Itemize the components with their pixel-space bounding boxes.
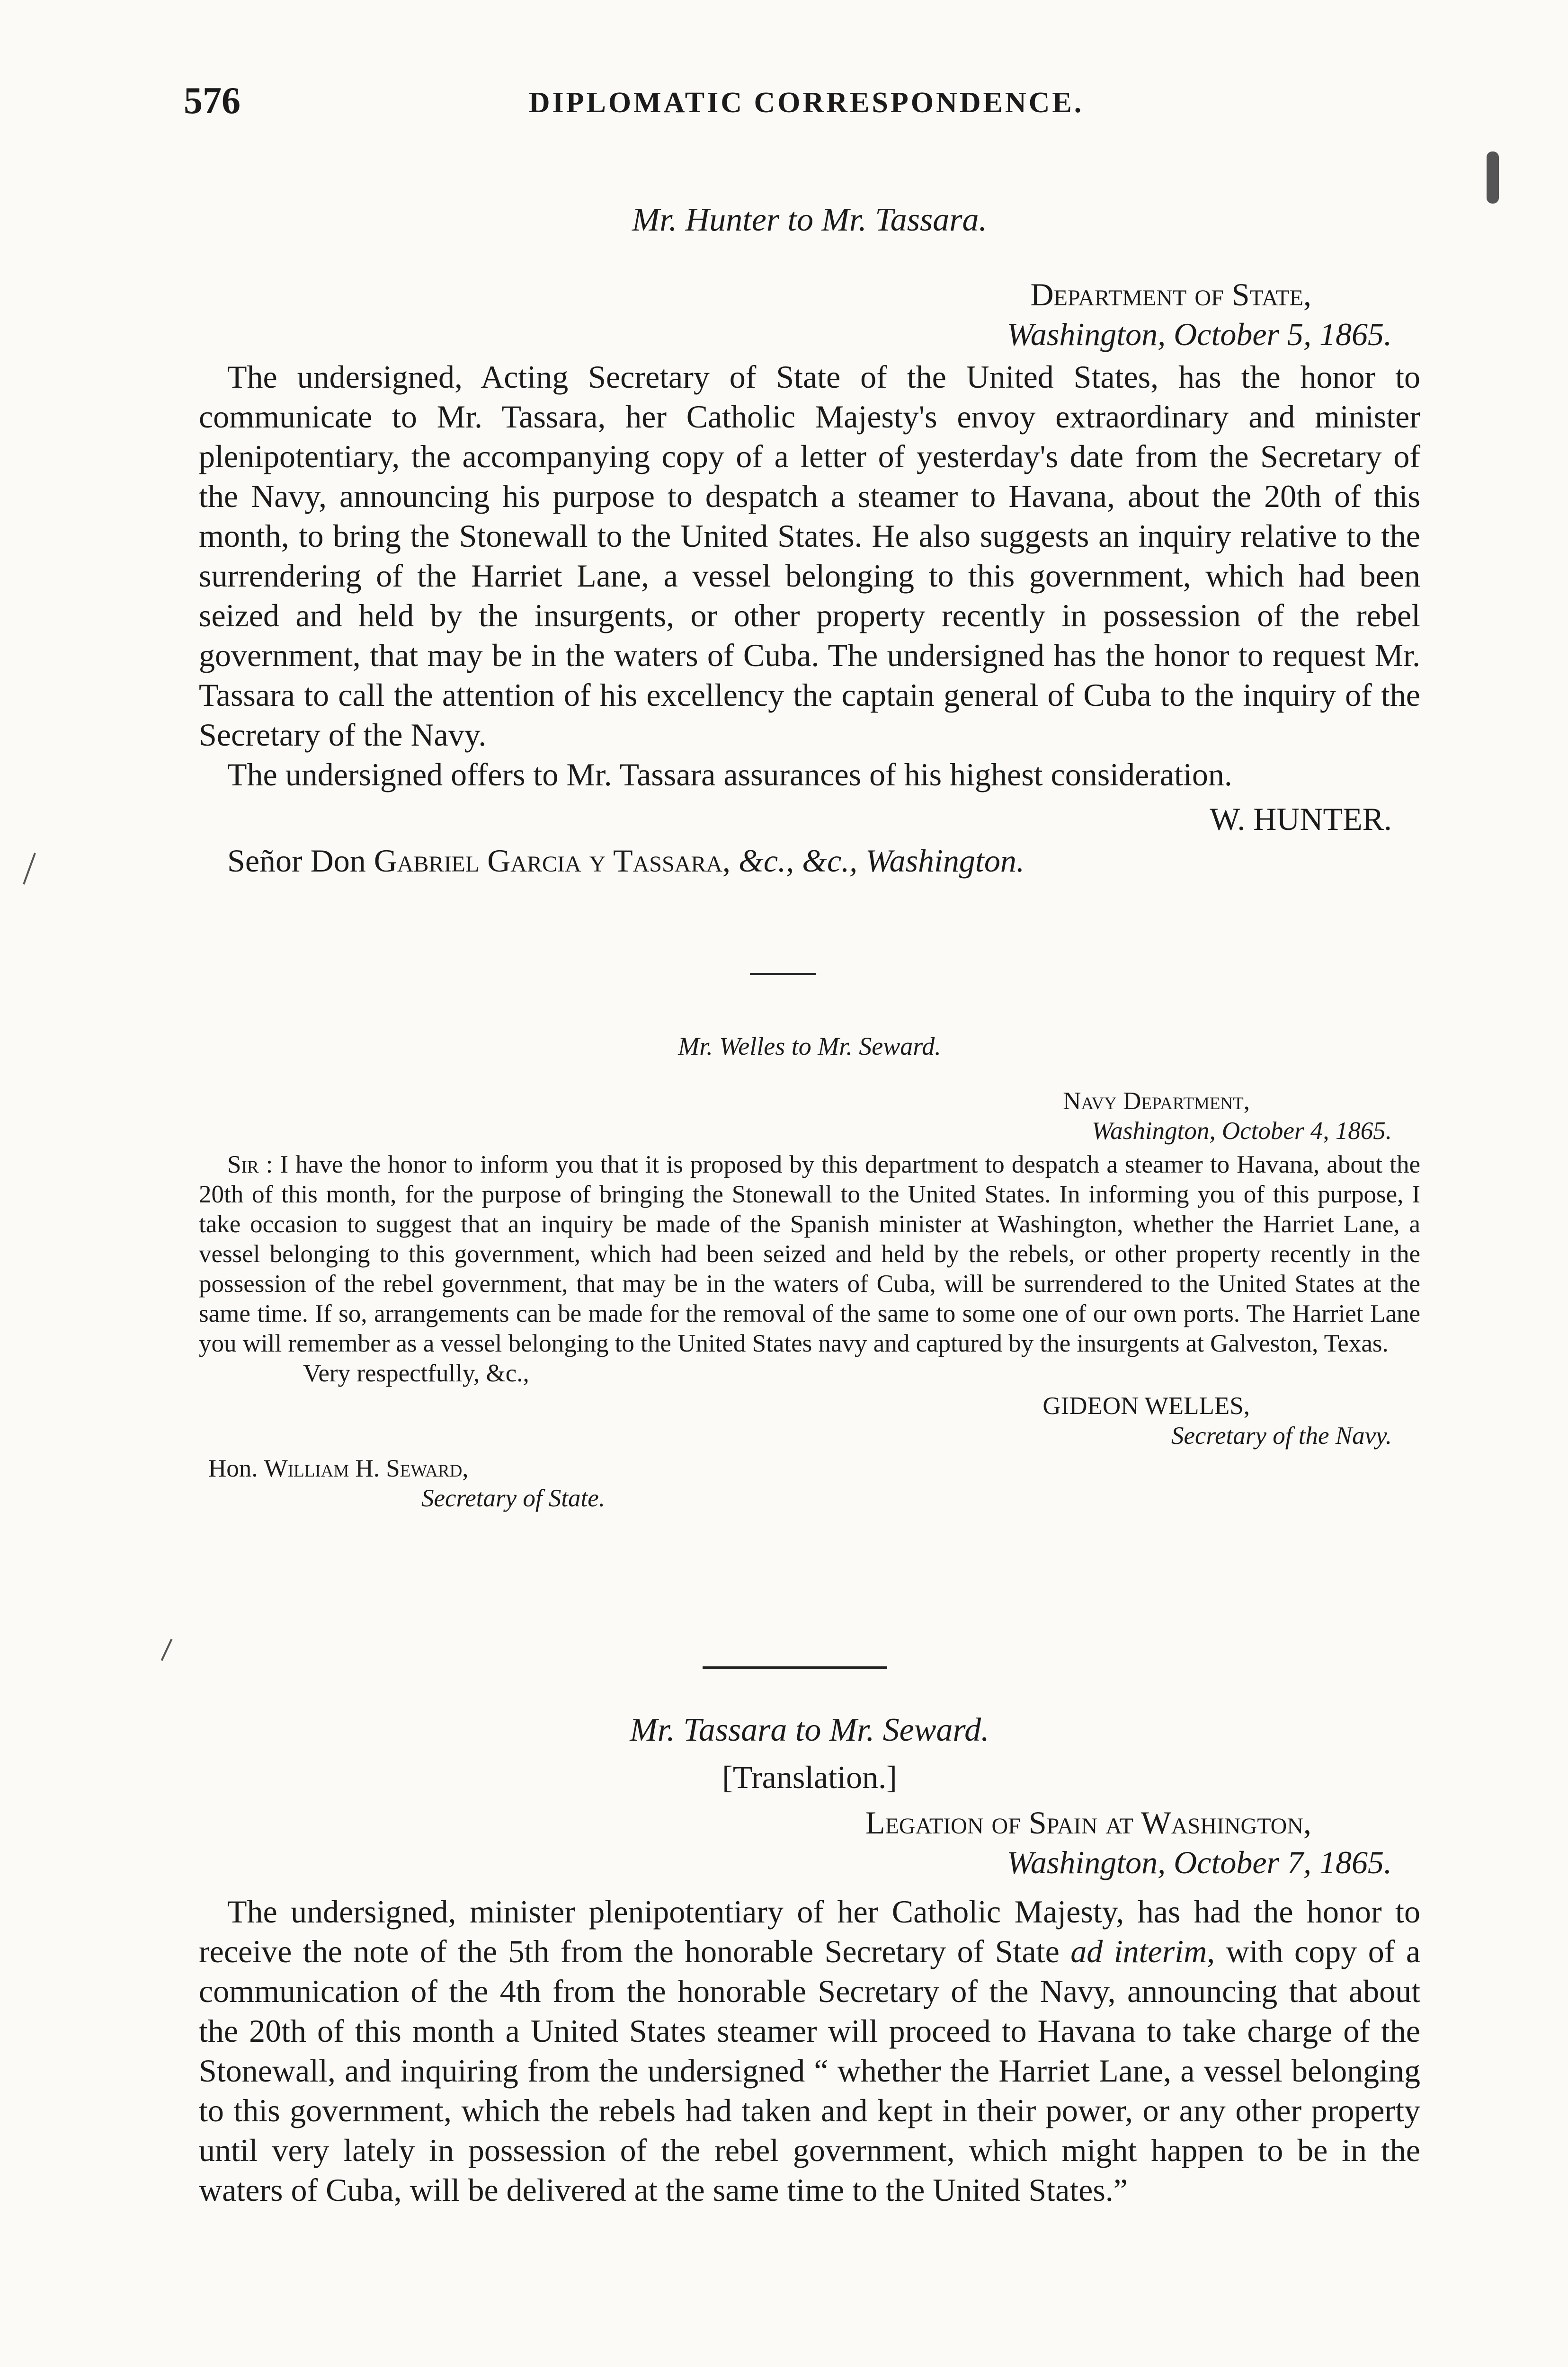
dateline-office: Legation of Spain at Washington, — [865, 1805, 1311, 1841]
letter-tassara-to-seward — [199, 1709, 1420, 2210]
ink-blot-mark — [1487, 151, 1499, 204]
section-divider — [703, 1666, 887, 1669]
dateline-place-date: Washington, October 5, 1865. — [1007, 316, 1392, 352]
margin-pencil-mark — [23, 853, 36, 884]
dateline-office: Navy Department, — [1063, 1087, 1250, 1115]
letter-heading: Mr. Welles to Mr. Seward. — [678, 1032, 941, 1060]
signature-title: Secretary of the Navy. — [1171, 1422, 1392, 1450]
dateline-place-date: Washington, October 7, 1865. — [1007, 1844, 1392, 1880]
closing: Very respectfully, &c., — [303, 1360, 529, 1387]
letter-heading: Mr. Tassara to Mr. Seward. — [630, 1712, 989, 1748]
letter-paragraph: The undersigned, minister plenipotentiary of her Catholic Majesty, has had the honor to receive the note of the 5th from the honorable Secretary of State ad interim, with copy of a communication of the 4th from the honorable Secretary of the Navy, announcing that about the 20th of this month a United States steamer will proceed to Havana to take charge of the Stonewall, and inquiring from the undersigned “ whether the Harriet Lane, a vessel belonging to this government, which the rebels had taken and kept in their power, or any other property until very lately in possession of the rebel government, which might happen to be in the waters of Cuba, will be delivered at the same time to the United States.” — [199, 1894, 1421, 2208]
letter-paragraph: The undersigned offers to Mr. Tassara assurances of his highest consideration. — [227, 756, 1232, 792]
section-divider — [750, 973, 816, 975]
salutation: Sir : — [227, 1151, 273, 1178]
addressee: Señor Don Gabriel Garcia y Tassara, &c., &c., Washington. — [227, 843, 1025, 879]
margin-pencil-mark — [161, 1638, 173, 1661]
letter-heading: Mr. Hunter to Mr. Tassara. — [632, 202, 988, 238]
addressee-title: Secretary of State. — [421, 1485, 606, 1512]
running-head: DIPLOMATIC CORRESPONDENCE. — [528, 87, 1084, 119]
letter-paragraph: The undersigned, Acting Secretary of State of the United States, has the honor to communicate to Mr. Tassara, her Catholic Majesty's envoy extraordinary and minister plenipotentiary, the accompanying copy of a letter of yesterday's date from the Secretary of the Navy, announcing his purpose to despatch a steamer to Havana, about the 20th of this month, to bring the Stonewall to the United States. He also suggests an inquiry relative to the surrendering of the Harriet Lane, a vessel belonging to this government, which had been seized and held by the insurgents, or other property recently in possession of the rebel government, that may be in the waters of Cuba. The undersigned has the honor to request Mr. Tassara to call the attention of his excellency the captain general of Cuba to the inquiry of the Secretary of the Navy. — [199, 359, 1420, 753]
page-header — [184, 80, 1429, 132]
addressee: Hon. William H. Seward, — [208, 1455, 469, 1482]
letter-welles-to-seward — [199, 1030, 1420, 1513]
letter-paragraph: Sir : I have the honor to inform you that it is proposed by this department to despatch a steamer to Havana, about the 20th of this month, for the purpose of bringing the Stonewall to the United States. In informing you of this purpose, I take occasion to suggest that an inquiry be made of the Spanish minister at Washington, whether the Harriet Lane, a vessel belonging to this government, which had been seized and held by the rebels, or other property recently in the possession of the rebel government, that may be in the waters of Cuba, will be surrendered to the United States at the same time. If so, arrangements can be made for the removal of the same to some one of our own ports. The Harriet Lane you will remember as a vessel belonging to the United States navy and captured by the insurgents at Galveston, Texas. — [199, 1151, 1421, 1357]
letter-hunter-to-tassara — [199, 199, 1420, 881]
page-number: 576 — [184, 80, 241, 122]
signature: W. HUNTER. — [1210, 801, 1392, 837]
dateline-office: Department of State, — [1030, 276, 1311, 312]
signature: GIDEON WELLES, — [1042, 1392, 1250, 1420]
dateline-place-date: Washington, October 4, 1865. — [1091, 1117, 1392, 1145]
translation-note: [Translation.] — [722, 1759, 897, 1795]
